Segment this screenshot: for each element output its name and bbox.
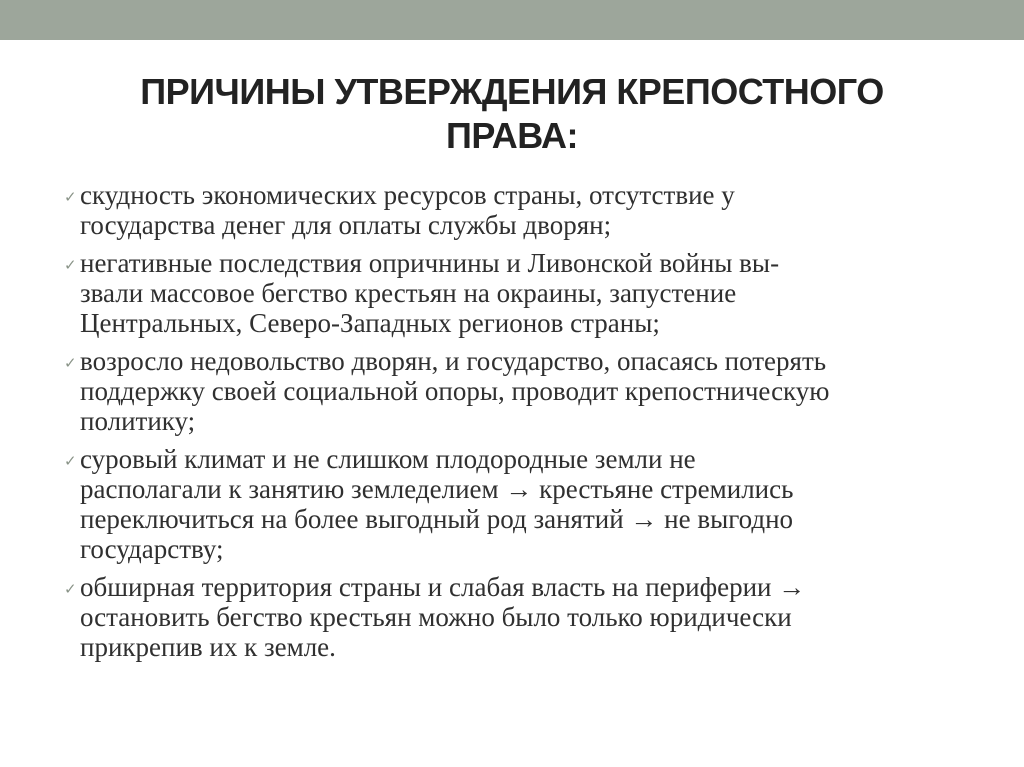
check-icon: ✓ (64, 580, 77, 598)
bullet-text: возросло недовольство дворян, и государство, опасаясь потерять поддержку своей социальной опоры, проводит крепостническую политику; (80, 346, 830, 436)
top-accent-bar (0, 0, 1024, 40)
list-item (64, 572, 964, 662)
bullet-text: скудность экономических ресурсов страны, отсутствие у государства денег для оплаты службы дворян; (80, 180, 735, 240)
list-item (64, 180, 964, 240)
list-item (64, 444, 964, 564)
bullet-text: негативные последствия опричнины и Ливонской войны вы- звали массовое бегство крестьян на окраины, запустение Центральных, Северо-Западных регионов страны; (80, 248, 780, 338)
list-item (64, 248, 964, 338)
slide-title (0, 70, 1024, 158)
slide-title-line-1: ПРИЧИНЫ УТВЕРЖДЕНИЯ КРЕПОСТНОГО (140, 71, 884, 112)
check-icon: ✓ (64, 354, 77, 372)
list-item (64, 346, 964, 436)
check-icon: ✓ (64, 256, 77, 274)
bullet-list (64, 180, 964, 670)
slide-title-line-2: ПРАВА: (446, 115, 578, 156)
bullet-text: суровый климат и не слишком плодородные земли не располагали к занятию земледелием → крестьяне стремились переключиться на более выгодный род занятий → не выгодно государству; (80, 444, 794, 564)
bullet-text: обширная территория страны и слабая власть на периферии → остановить бегство крестьян можно было только юридически прикрепив их к земле. (80, 572, 806, 662)
check-icon: ✓ (64, 188, 77, 206)
check-icon: ✓ (64, 452, 77, 470)
